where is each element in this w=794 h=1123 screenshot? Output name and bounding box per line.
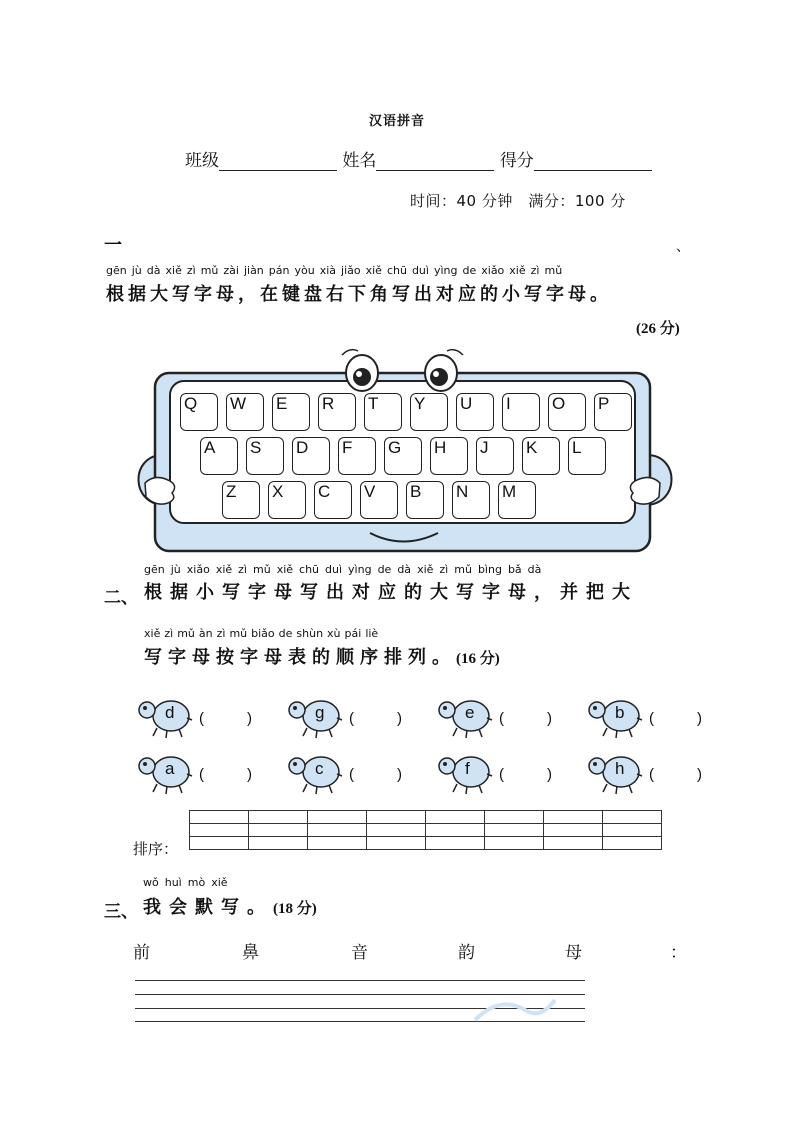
key-label: K [526, 438, 538, 457]
pinyin-syllable: àn [198, 627, 213, 640]
name-label: 姓名 [342, 151, 377, 171]
answer-paren-close: ) [247, 710, 252, 727]
question-char: 并 [560, 582, 578, 603]
q3-dictation-row [0, 938, 794, 962]
key-label: H [434, 438, 447, 457]
answer-paren-close: ) [397, 766, 402, 783]
question-char: 。 [247, 897, 265, 918]
key-label: L [572, 438, 582, 457]
sort-cell[interactable] [308, 837, 367, 850]
question-char: 下 [348, 284, 366, 305]
dictation-char: 鼻 [242, 943, 259, 963]
pinyin-syllable: jiǎo [341, 264, 361, 277]
answer-paren-close: ) [247, 766, 252, 783]
question-char: 大 [430, 582, 448, 603]
question-char: 写 [144, 647, 162, 668]
pinyin-syllable: zì [238, 563, 247, 576]
question-char: 母 [274, 582, 292, 603]
sort-table-row [190, 824, 662, 837]
question-char: 写 [300, 582, 318, 603]
question-char: 写 [392, 284, 410, 305]
pinyin-syllable: liè [365, 627, 379, 640]
sort-cell[interactable] [544, 837, 603, 850]
question-char: 写 [456, 582, 474, 603]
pinyin-syllable: yìng [348, 563, 372, 576]
question-char: 列 [408, 647, 426, 668]
question-char: 小 [196, 582, 214, 603]
pinyin-syllable: dà [146, 264, 161, 277]
sort-table-row [190, 811, 662, 824]
sort-cell[interactable] [544, 811, 603, 824]
pinyin-syllable: bìng [477, 563, 502, 576]
q3-question-text [143, 897, 273, 918]
pinyin-syllable: mǔ [177, 627, 195, 640]
question-char: 字 [546, 284, 564, 305]
turtle-letter: b [615, 703, 625, 722]
question-char: 表 [288, 647, 306, 668]
sort-cell[interactable] [426, 811, 485, 824]
turtle-letter: g [315, 703, 325, 722]
dictation-char: 前 [133, 943, 150, 963]
pinyin-syllable: yìng [433, 264, 458, 277]
pinyin-syllable: duì [411, 264, 429, 277]
watermark-wave-icon [470, 990, 560, 1030]
key-label: M [502, 482, 517, 501]
question-char: 序 [360, 647, 378, 668]
key-label: U [460, 394, 473, 413]
pinyin-syllable: chū [386, 264, 407, 277]
q1-score: (26 分) [636, 321, 680, 337]
turtle-letter-a [137, 750, 193, 796]
sort-cell[interactable] [308, 811, 367, 824]
question-char: 母 [508, 582, 526, 603]
pinyin-syllable: biǎo [251, 627, 275, 640]
sort-cell[interactable] [603, 824, 662, 837]
question-char: 的 [480, 284, 498, 305]
answer-paren-open: ( [349, 710, 354, 727]
pinyin-syllable: wǒ [143, 876, 159, 889]
question-char: 母 [216, 284, 234, 305]
question-char: 出 [414, 284, 432, 305]
turtle-letter: c [315, 759, 324, 778]
sort-cell[interactable] [603, 837, 662, 850]
sort-cell[interactable] [190, 811, 249, 824]
time-info: 时间：40 分钟 满分：100 分 [410, 192, 626, 210]
answer-paren-open: ( [649, 710, 654, 727]
pinyin-syllable: zì [186, 264, 196, 277]
pinyin-syllable: shùn [296, 627, 324, 640]
key-label: X [272, 482, 284, 501]
answer-blank-f[interactable] [509, 766, 545, 786]
sort-cell[interactable] [603, 811, 662, 824]
pinyin-syllable: xià [319, 264, 337, 277]
answer-blank-c[interactable] [359, 766, 395, 786]
question-char: 应 [378, 582, 396, 603]
sort-cell[interactable] [426, 824, 485, 837]
answer-paren-close: ) [547, 766, 552, 783]
question-char: 写 [172, 284, 190, 305]
key-label: B [410, 482, 422, 501]
question-char: 根 [144, 582, 162, 603]
key-label: D [296, 438, 309, 457]
pinyin-syllable: gēn [106, 264, 127, 277]
q3-number: 三、 [104, 902, 138, 922]
sort-table-row [190, 837, 662, 850]
q1-number-tail: 、 [676, 239, 690, 255]
pinyin-syllable: mǔ [229, 627, 248, 640]
key-label: I [506, 394, 511, 413]
writing-line-1[interactable] [135, 980, 585, 981]
answer-blank-h[interactable] [659, 766, 695, 786]
turtle-letter-b [587, 694, 643, 740]
key-label: E [276, 394, 288, 413]
turtle-letter: d [165, 703, 175, 722]
pinyin-syllable: xiǎo [186, 563, 210, 576]
question-char: 字 [482, 582, 500, 603]
pinyin-syllable: huì [164, 876, 182, 889]
dictation-char: ： [670, 943, 687, 963]
sort-cell[interactable] [367, 837, 426, 850]
dictation-char: 音 [351, 943, 368, 963]
sort-cell[interactable] [308, 824, 367, 837]
pinyin-syllable: gēn [144, 563, 165, 576]
turtle-letter-e [437, 694, 493, 740]
pinyin-syllable: de [278, 627, 293, 640]
pinyin-syllable: zì [439, 563, 449, 576]
key-label: G [388, 438, 402, 457]
question-char: 母 [192, 647, 210, 668]
answer-paren-open: ( [349, 766, 354, 783]
dictation-char: 韵 [458, 943, 475, 963]
key-label: N [456, 482, 469, 501]
pinyin-syllable: xiě [417, 563, 434, 576]
question-char: 顺 [336, 647, 354, 668]
key-label: F [342, 438, 353, 457]
question-char: 我 [143, 897, 161, 918]
turtle-letter-c [287, 750, 343, 796]
pinyin-syllable: mǔ [253, 563, 271, 576]
dictation-char: 母 [565, 943, 582, 963]
question-char: 。 [590, 284, 608, 305]
pinyin-syllable: yòu [294, 264, 315, 277]
pinyin-syllable: de [377, 563, 392, 576]
question-char: 据 [128, 284, 146, 305]
pinyin-syllable: bǎ [507, 563, 522, 576]
answer-paren-open: ( [649, 766, 654, 783]
q3-question-line [143, 893, 317, 919]
pinyin-syllable: pái [344, 627, 362, 640]
answer-paren-close: ) [697, 710, 702, 727]
sort-table [189, 810, 662, 850]
sort-cell[interactable] [190, 837, 249, 850]
turtle-letter: f [465, 759, 470, 778]
pinyin-syllable: xiě [276, 563, 294, 576]
answer-blank-b[interactable] [659, 710, 695, 730]
answer-paren-open: ( [499, 710, 504, 727]
score-label: 得分 [499, 151, 534, 171]
sort-cell[interactable] [485, 811, 544, 824]
question-char: 键 [282, 284, 300, 305]
pinyin-syllable: mò [187, 876, 206, 889]
sort-cell[interactable] [367, 824, 426, 837]
question-char: 会 [169, 897, 187, 918]
pinyin-syllable: dà [527, 563, 542, 576]
sort-cell[interactable] [249, 837, 308, 850]
key-label: Z [226, 482, 237, 501]
turtle-letter-g [287, 694, 343, 740]
q2-score: (16 分) [456, 651, 500, 667]
key-label: T [368, 394, 379, 413]
answer-blank-g[interactable] [359, 710, 395, 730]
question-char: 右 [326, 284, 344, 305]
turtle-letter: a [165, 759, 175, 778]
answer-paren-open: ( [499, 766, 504, 783]
question-char: 母 [264, 647, 282, 668]
key-label: S [250, 438, 262, 457]
answer-blank-e[interactable] [509, 710, 545, 730]
pinyin-syllable: xiě [509, 264, 526, 277]
q3-pinyin-row [143, 876, 234, 889]
key-label: Y [414, 394, 426, 413]
pinyin-syllable: zì [164, 627, 174, 640]
pinyin-syllable: xiě [144, 627, 161, 640]
question-char: 根 [106, 284, 124, 305]
pinyin-syllable: jiàn [243, 264, 264, 277]
question-char: 对 [436, 284, 454, 305]
pinyin-syllable: jù [170, 563, 181, 576]
key-label: J [480, 438, 489, 457]
answer-paren-close: ) [697, 766, 702, 783]
key-label: A [204, 438, 216, 457]
question-char: 角 [370, 284, 388, 305]
question-char: ， [238, 284, 256, 305]
pinyin-syllable: xiǎo [481, 264, 505, 277]
pinyin-syllable: zì [530, 264, 540, 277]
question-char: 小 [502, 284, 520, 305]
sort-label: 排序： [133, 840, 179, 858]
pinyin-syllable: chū [299, 563, 320, 576]
pinyin-syllable: de [462, 264, 477, 277]
turtle-letter-f [437, 750, 493, 796]
question-char: 对 [352, 582, 370, 603]
pinyin-syllable: pán [268, 264, 290, 277]
pinyin-syllable: mǔ [200, 264, 219, 277]
sort-cell[interactable] [485, 837, 544, 850]
question-char: 据 [170, 582, 188, 603]
sort-cell[interactable] [367, 811, 426, 824]
pinyin-syllable: dà [397, 563, 412, 576]
pinyin-syllable: mǔ [544, 264, 563, 277]
key-label: P [598, 394, 610, 413]
answer-paren-open: ( [199, 710, 204, 727]
pinyin-syllable: zì [216, 627, 226, 640]
q2-number: 二、 [104, 588, 138, 608]
answer-blank-a[interactable] [209, 766, 245, 786]
key-label: R [322, 394, 335, 413]
question-char: 。 [432, 647, 450, 668]
answer-paren-close: ) [397, 710, 402, 727]
question-char: 默 [195, 897, 213, 918]
pinyin-syllable: xiě [215, 563, 233, 576]
pinyin-syllable: mǔ [454, 563, 472, 576]
question-char: 大 [612, 582, 630, 603]
pinyin-syllable: xiě [365, 264, 382, 277]
sort-cell[interactable] [190, 824, 249, 837]
turtle-letter-d [137, 694, 193, 740]
key-label: O [552, 394, 566, 413]
question-char: 写 [524, 284, 542, 305]
sort-cell[interactable] [544, 824, 603, 837]
question-char: 字 [240, 647, 258, 668]
turtle-letter-h [587, 750, 643, 796]
answer-paren-open: ( [199, 766, 204, 783]
question-char: 出 [326, 582, 344, 603]
sort-cell[interactable] [426, 837, 485, 850]
pinyin-syllable: xù [327, 627, 341, 640]
pinyin-syllable: xiě [165, 264, 182, 277]
class-label: 班级 [185, 151, 219, 171]
pinyin-syllable: zài [223, 264, 239, 277]
turtle-letter: e [465, 703, 475, 722]
answer-blank-d[interactable] [209, 710, 245, 730]
pinyin-syllable: xiě [211, 876, 228, 889]
key-label: V [364, 482, 376, 501]
question-char: 写 [222, 582, 240, 603]
question-char: 按 [216, 647, 234, 668]
question-char: 盘 [304, 284, 322, 305]
sort-cell[interactable] [249, 811, 308, 824]
key-label: Q [184, 394, 198, 413]
question-char: 应 [458, 284, 476, 305]
key-label: C [318, 482, 331, 501]
question-char: 的 [404, 582, 422, 603]
question-char: 的 [312, 647, 330, 668]
pinyin-syllable: duì [325, 563, 343, 576]
page-title: 汉语拼音 [368, 114, 425, 129]
sort-cell[interactable] [485, 824, 544, 837]
pinyin-syllable: jù [131, 264, 142, 277]
question-char: ， [534, 582, 552, 603]
q3-score: (18 分) [273, 901, 317, 917]
question-char: 大 [150, 284, 168, 305]
question-char: 把 [586, 582, 604, 603]
question-char: 母 [568, 284, 586, 305]
question-char: 写 [221, 897, 239, 918]
question-char: 字 [194, 284, 212, 305]
key-label: W [230, 394, 247, 413]
question-char: 字 [168, 647, 186, 668]
turtle-letter: h [615, 759, 625, 778]
question-char: 在 [260, 284, 278, 305]
question-char: 字 [248, 582, 266, 603]
sort-cell[interactable] [249, 824, 308, 837]
answer-paren-close: ) [547, 710, 552, 727]
question-char: 排 [384, 647, 402, 668]
q1-number: 一 [104, 235, 122, 256]
